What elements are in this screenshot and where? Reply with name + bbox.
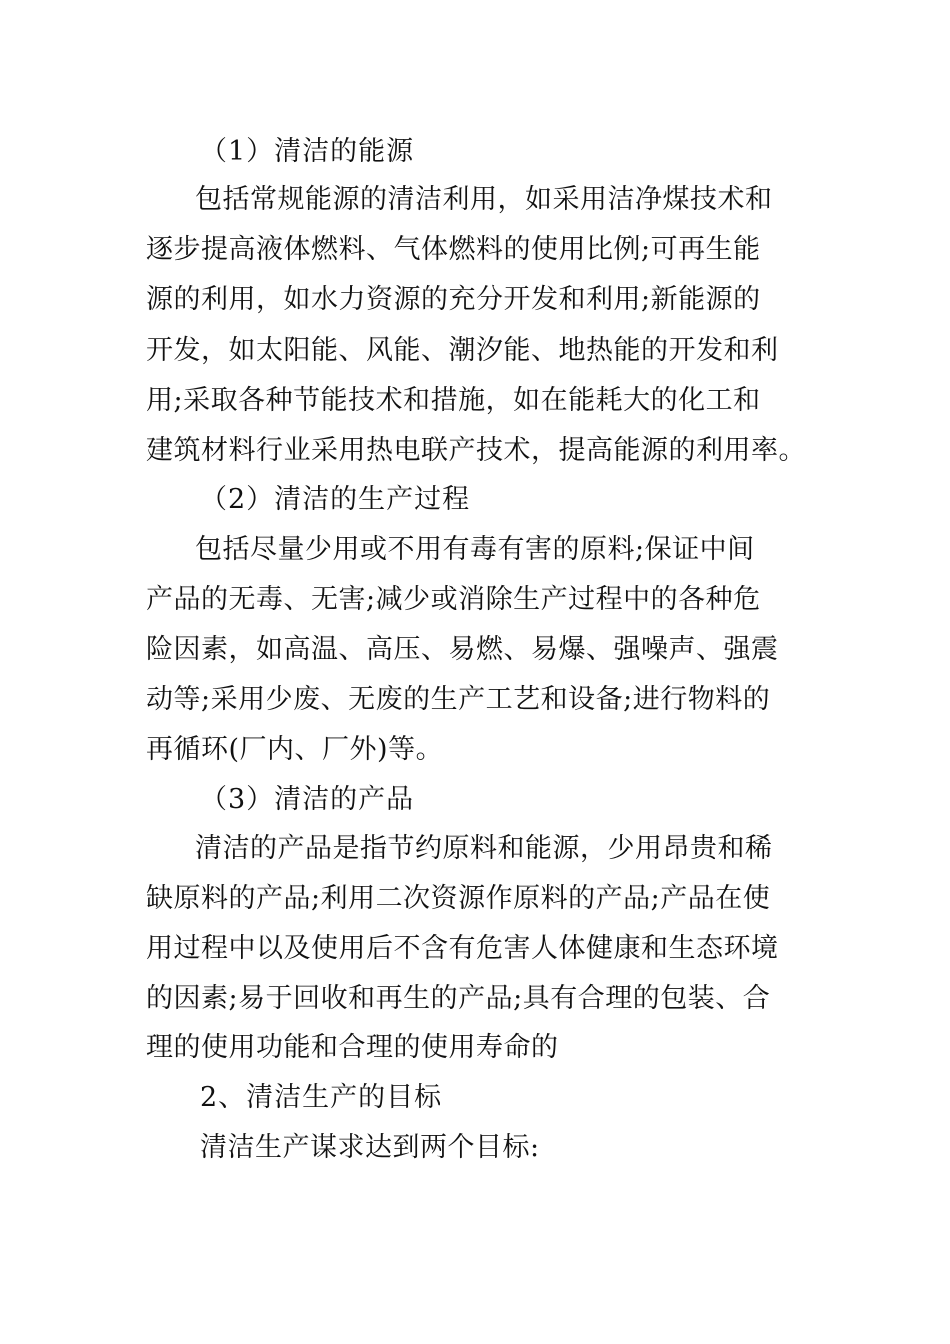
section-heading: 2、清洁生产的目标	[200, 1082, 443, 1113]
section-heading: （3）清洁的产品	[200, 784, 415, 815]
paragraph-line: 用过程中以及使用后不含有危害人体健康和生态环境	[146, 933, 779, 964]
paragraph-line: 源的利用，如水力资源的充分开发和利用;新能源的	[146, 284, 761, 315]
paragraph-line: 理的使用功能和合理的使用寿命的	[146, 1032, 559, 1063]
paragraph-line: 包括尽量少用或不用有毒有害的原料;保证中间	[195, 534, 755, 565]
paragraph-line: 用;采取各种节能技术和措施，如在能耗大的化工和	[146, 385, 761, 416]
section-heading: （2）清洁的生产过程	[200, 484, 471, 515]
paragraph-line: 产品的无毒、无害;减少或消除生产过程中的各种危	[146, 584, 761, 615]
paragraph-line: 缺原料的产品;利用二次资源作原料的产品;产品在使	[146, 883, 771, 914]
paragraph-line: 建筑材料行业采用热电联产技术，提高能源的利用率。	[146, 435, 806, 466]
paragraph-line: 开发，如太阳能、风能、潮汐能、地热能的开发和利	[146, 335, 779, 366]
paragraph-line: 险因素，如高温、高压、易燃、易爆、强噪声、强震	[146, 634, 779, 665]
paragraph-line: 包括常规能源的清洁利用，如采用洁净煤技术和	[195, 184, 773, 215]
paragraph-line: 清洁生产谋求达到两个目标:	[200, 1132, 540, 1163]
paragraph-line: 清洁的产品是指节约原料和能源，少用昂贵和稀	[195, 833, 773, 864]
paragraph-line: 逐步提高液体燃料、气体燃料的使用比例;可再生能	[146, 234, 761, 265]
paragraph-line: 的因素;易于回收和再生的产品;具有合理的包装、合	[146, 983, 771, 1014]
paragraph-line: 再循环(厂内、厂外)等。	[146, 734, 444, 765]
section-heading: （1）清洁的能源	[200, 136, 415, 167]
paragraph-line: 动等;采用少废、无废的生产工艺和设备;进行物料的	[146, 684, 771, 715]
